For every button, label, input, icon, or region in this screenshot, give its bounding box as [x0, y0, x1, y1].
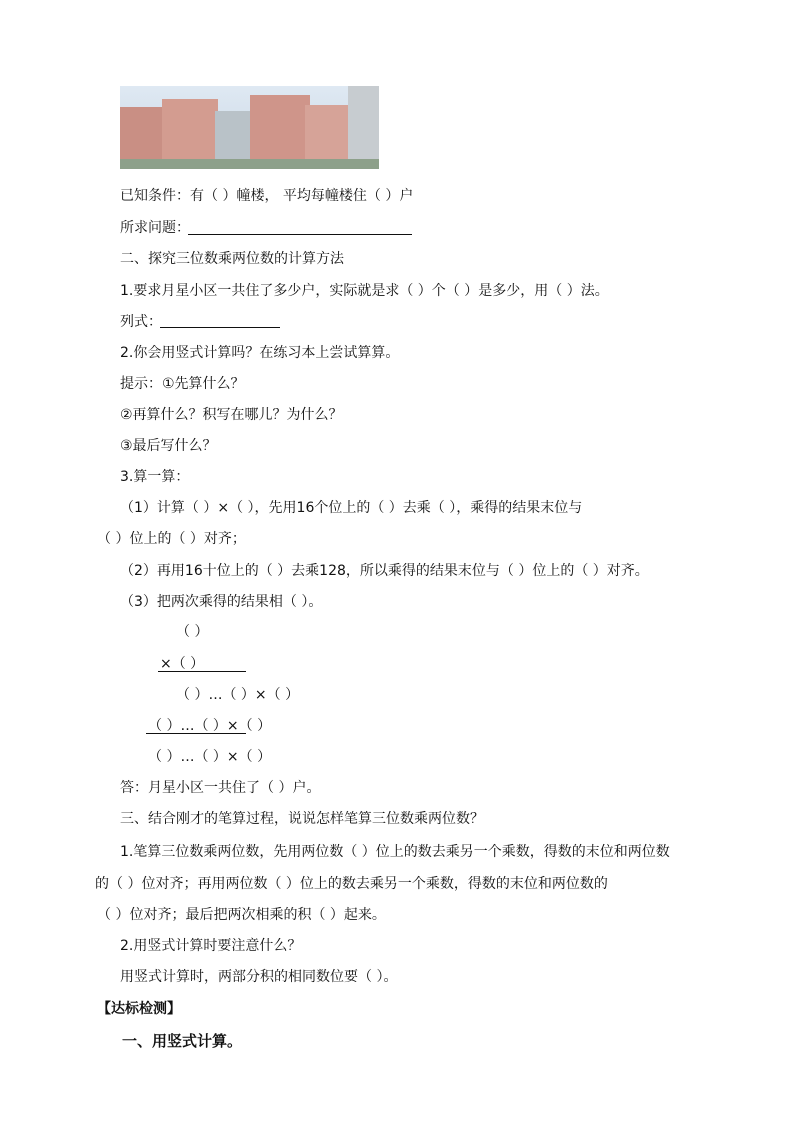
summary-1c: （ ）位对齐；最后把两次相乘的积（ ）起来。	[97, 907, 386, 923]
vertical-row-4: （ ）…（ ）×（ ）	[148, 718, 272, 734]
formula-blank[interactable]	[160, 327, 280, 328]
hint-1: 提示：①先算什么？	[120, 376, 245, 392]
step-1b: （ ）位上的（ ）对齐；	[97, 531, 246, 547]
hint-3: ③最后写什么？	[120, 438, 217, 454]
test-title: 【达标检测】	[97, 1001, 181, 1017]
summary-1b: 的（ ）位对齐；再用两位数（ ）位上的数去乘另一个乘数，得数的末位和两位数的	[95, 876, 608, 892]
summary-1a: 1.笔算三位数乘两位数，先用两位数（ ）位上的数去乘另一个乘数，得数的末位和两位数	[120, 844, 670, 860]
section-2-heading: 二、探究三位数乘两位数的计算方法	[120, 251, 344, 267]
summary-2: 2.用竖式计算时要注意什么？	[120, 938, 302, 954]
section-3-heading: 三、结合刚才的笔算过程，说说怎样笔算三位数乘两位数？	[120, 811, 484, 827]
step-3: （3）把两次乘得的结果相（ ）。	[120, 594, 323, 610]
hint-2: ②再算什么？积写在哪儿？为什么？	[120, 407, 343, 423]
vertical-row-1: （ ）	[176, 624, 209, 640]
question-1: 1.要求月星小区一共住了多少户，实际就是求（ ）个（ ）是多少，用（ ）法。	[120, 283, 609, 299]
vertical-row-2: ×（ ）	[160, 656, 205, 672]
question-label: 所求问题：	[120, 220, 190, 236]
vertical-row-5: （ ）…（ ）×（ ）	[148, 749, 272, 765]
answer-line: 答：月星小区一共住了（ ）户。	[120, 780, 321, 796]
vertical-rule-1	[158, 671, 246, 672]
residential-buildings-photo	[120, 86, 379, 169]
answer-blank[interactable]	[188, 234, 412, 235]
test-section-1: 一、用竖式计算。	[122, 1032, 243, 1050]
step-2: （2）再用16十位上的（ ）去乘128，所以乘得的结果末位与（ ）位上的（ ）对齐。	[120, 563, 649, 579]
step-1a: （1）计算（ ）×（ ），先用16个位上的（ ）去乘（ ），乘得的结果末位与	[120, 500, 583, 516]
vertical-rule-2	[146, 733, 246, 734]
summary-2-answer: 用竖式计算时，两部分积的相同数位要（ ）。	[120, 969, 398, 985]
known-conditions: 已知条件：有（ ）幢楼， 平均每幢楼住（ ）户	[120, 188, 414, 204]
question-3: 3.算一算：	[120, 469, 190, 485]
formula-label: 列式：	[120, 314, 162, 330]
vertical-row-3: （ ）…（ ）×（ ）	[176, 687, 300, 703]
question-2: 2.你会用竖式计算吗？在练习本上尝试算算。	[120, 345, 400, 361]
